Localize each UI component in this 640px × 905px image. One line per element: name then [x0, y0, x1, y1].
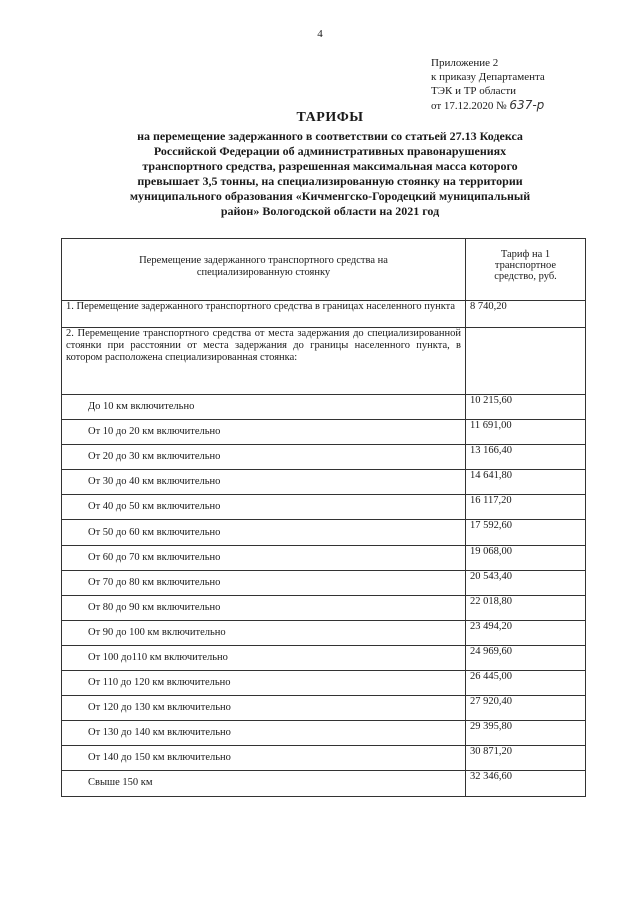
- distance-tariff: 11 691,00: [466, 420, 586, 445]
- distance-tariff: 20 543,40: [466, 570, 586, 595]
- distance-row: [62, 445, 586, 470]
- distance-row: [62, 595, 586, 620]
- distance-tariff: 32 346,60: [466, 771, 586, 796]
- header-line: Тариф на 1: [500, 249, 551, 260]
- distance-label: От 50 до 60 км включительно: [62, 520, 466, 545]
- appendix-date: от 17.12.2020 №: [431, 100, 507, 112]
- distance-label: От 80 до 90 км включительно: [62, 595, 466, 620]
- subtitle-line: муниципального образования «Кичменгско-Городецкий муниципальный: [129, 189, 531, 203]
- distance-tariff: 29 395,80: [466, 721, 586, 746]
- distance-label: От 120 до 130 км включительно: [62, 696, 466, 721]
- distance-row: [62, 645, 586, 670]
- handwritten-order-number: 637-р: [509, 98, 545, 112]
- distance-row: [62, 620, 586, 645]
- appendix-line: ТЭК и ТР области: [431, 85, 517, 97]
- distance-row: [62, 470, 586, 495]
- distance-row: [62, 545, 586, 570]
- distance-tariff: 19 068,00: [466, 545, 586, 570]
- distance-label: От 130 до 140 км включительно: [62, 721, 466, 746]
- distance-row: [62, 520, 586, 545]
- page-number: 4: [317, 28, 323, 40]
- distance-tariff: 30 871,20: [466, 746, 586, 771]
- distance-tariff: 17 592,60: [466, 520, 586, 545]
- distance-tariff: 26 445,00: [466, 671, 586, 696]
- subtitle-line: на перемещение задержанного в соответствии со статьей 27.13 Кодекса: [137, 129, 523, 143]
- header-line: средство, руб.: [494, 271, 557, 282]
- distance-label: До 10 км включительно: [62, 395, 466, 420]
- table-row: [62, 301, 586, 328]
- distance-label: От 140 до 150 км включительно: [62, 746, 466, 771]
- row-tariff: 8 740,20: [466, 301, 586, 328]
- distance-tariff: 27 920,40: [466, 696, 586, 721]
- distance-label: От 10 до 20 км включительно: [62, 420, 466, 445]
- distance-label: От 30 до 40 км включительно: [62, 470, 466, 495]
- distance-label: От 90 до 100 км включительно: [62, 620, 466, 645]
- header-service: [62, 239, 466, 301]
- document-subtitle: [60, 129, 600, 219]
- appendix-line: к приказу Департамента: [431, 71, 545, 83]
- subtitle-line: превышает 3,5 тонны, на специализированную стоянку на территории: [137, 174, 523, 188]
- distance-row: [62, 746, 586, 771]
- distance-row: [62, 771, 586, 796]
- tariffs-table: [61, 238, 586, 797]
- document-title: ТАРИФЫ: [296, 110, 364, 125]
- distance-row: [62, 420, 586, 445]
- table-row: [62, 328, 586, 395]
- distance-row: [62, 671, 586, 696]
- distance-label: От 100 до110 км включительно: [62, 645, 466, 670]
- distance-row: [62, 696, 586, 721]
- distance-label: От 70 до 80 км включительно: [62, 570, 466, 595]
- document-heading: [60, 110, 600, 219]
- header-line: Перемещение задержанного транспортного средства на: [139, 255, 388, 266]
- distance-row: [62, 395, 586, 420]
- subtitle-line: Российской Федерации об административных правонарушениях: [153, 144, 507, 158]
- header-line: специализированную стоянку: [196, 267, 331, 278]
- row-description: 2. Перемещение транспортного средства от места задержания до специализированной стоянки при расстоянии от места задержания до границы населенного пункта, в котором расположена специализированная стоянка:: [62, 328, 466, 395]
- distance-tariff: 16 117,20: [466, 495, 586, 520]
- distance-tariff: 22 018,80: [466, 595, 586, 620]
- distance-tariff: 10 215,60: [466, 395, 586, 420]
- distance-label: От 20 до 30 км включительно: [62, 445, 466, 470]
- distance-row: [62, 570, 586, 595]
- distance-label: От 40 до 50 км включительно: [62, 495, 466, 520]
- distance-label: Свыше 150 км: [62, 771, 466, 796]
- row-tariff-empty: [466, 328, 586, 395]
- distance-tariff: 13 166,40: [466, 445, 586, 470]
- appendix-block: [431, 56, 545, 113]
- header-line: транспортное: [494, 260, 557, 271]
- distance-tariff: 23 494,20: [466, 620, 586, 645]
- subtitle-line: район» Вологодской области на 2021 год: [220, 204, 440, 218]
- distance-tariff: 24 969,60: [466, 645, 586, 670]
- table-header-row: [62, 239, 586, 301]
- appendix-line: Приложение 2: [431, 57, 499, 69]
- distance-row: [62, 721, 586, 746]
- distance-label: От 110 до 120 км включительно: [62, 671, 466, 696]
- distance-tariff: 14 641,80: [466, 470, 586, 495]
- distance-row: [62, 495, 586, 520]
- distance-label: От 60 до 70 км включительно: [62, 545, 466, 570]
- subtitle-line: транспортного средства, разрешенная максимальная масса которого: [142, 159, 518, 173]
- header-tariff: [466, 239, 586, 301]
- row-description: 1. Перемещение задержанного транспортного средства в границах населенного пункта: [62, 301, 466, 328]
- distance-rows: [62, 395, 586, 797]
